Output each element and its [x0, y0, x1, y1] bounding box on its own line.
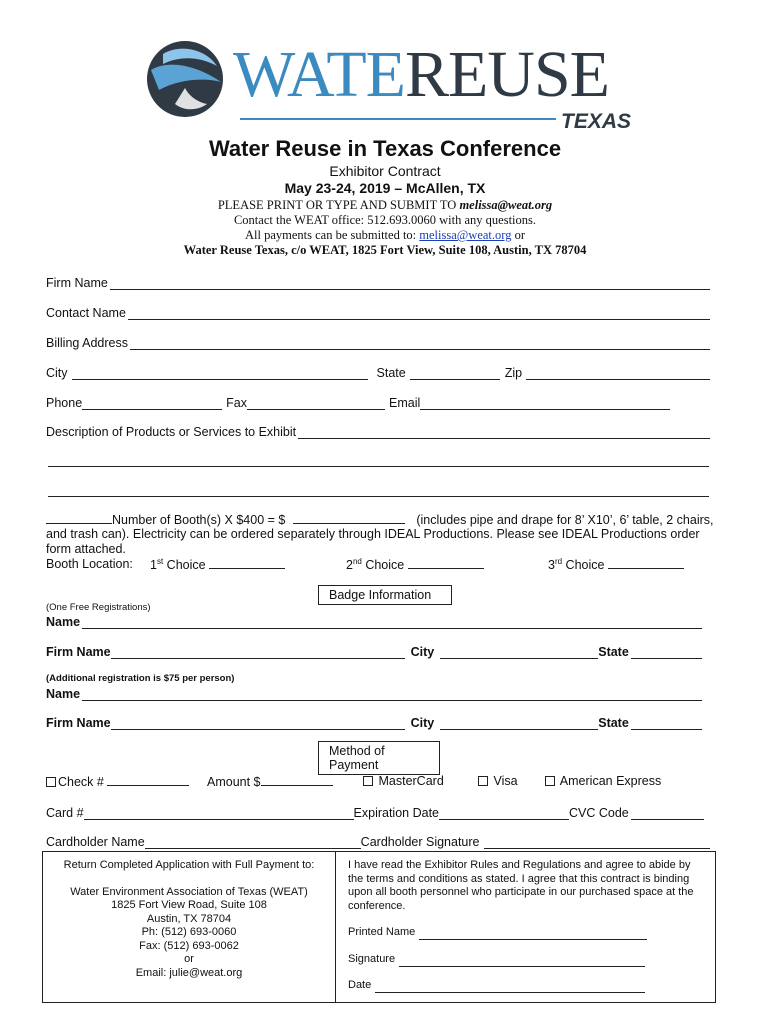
submit-instructions [0, 198, 770, 213]
firm-name-input[interactable] [110, 278, 710, 290]
city-input[interactable] [72, 368, 368, 380]
amount-field[interactable] [207, 774, 333, 789]
return-fax: Fax: (512) 693-0062 [139, 939, 239, 952]
card-number-input[interactable] [84, 808, 354, 820]
second-choice-num: 2 [346, 558, 353, 573]
agreement-panel [336, 852, 715, 1002]
second-choice-label: Choice [361, 558, 405, 573]
logo-texas: TEXAS [561, 110, 632, 133]
check-checkbox[interactable] [46, 777, 56, 787]
badge2-name-field[interactable] [46, 685, 702, 701]
logo-word-water: WATE [233, 38, 405, 111]
second-choice-input[interactable] [408, 557, 484, 569]
amount-label: Amount $ [207, 775, 261, 789]
firm-name-field[interactable] [46, 274, 710, 290]
booth-location-row [46, 557, 706, 573]
badge2-firm-input[interactable] [111, 718, 405, 730]
third-choice-sup: rd [554, 557, 563, 566]
contact-name-input[interactable] [128, 308, 710, 320]
fax-label: Fax [226, 396, 247, 410]
footer-box [42, 851, 716, 1003]
payments-or: or [511, 228, 525, 242]
first-choice-num: 1 [150, 558, 157, 573]
visa-label: Visa [493, 774, 518, 788]
billing-address-input[interactable] [130, 338, 710, 350]
badge2-firm-row [46, 714, 702, 730]
logo-underline [240, 118, 556, 120]
signature-input[interactable] [399, 955, 645, 967]
signature-label: Signature [348, 953, 396, 965]
contact-info: Contact the WEAT office: 512.693.0060 with any questions. [233, 213, 537, 227]
amex-checkbox[interactable] [545, 776, 555, 786]
booth-total-input[interactable] [293, 512, 405, 524]
water-drop-logo-icon [145, 38, 225, 120]
card-number-label: Card # [46, 806, 84, 820]
badge1-name-field[interactable] [46, 613, 702, 629]
badge2-name-label: Name [46, 687, 81, 701]
badge2-state-label: State [598, 716, 629, 730]
badge1-city-input[interactable] [440, 647, 598, 659]
badge1-state-label: State [598, 645, 629, 659]
contact-name-field[interactable] [46, 304, 710, 320]
amex-option[interactable] [545, 774, 661, 788]
cardholder-name-input[interactable] [145, 837, 361, 849]
badge-info-heading: Badge Information [318, 585, 452, 605]
logo-word-reuse: REUSE [404, 38, 609, 111]
return-or: or [184, 953, 194, 965]
badge1-state-input[interactable] [631, 647, 702, 659]
card-row [46, 804, 704, 820]
payments-text: All payments can be submitted to: [245, 228, 420, 242]
badge1-name-label: Name [46, 615, 81, 629]
date-field[interactable] [348, 979, 645, 993]
check-number-input[interactable] [107, 774, 189, 786]
badge1-firm-input[interactable] [111, 647, 405, 659]
booth-count-input[interactable] [46, 512, 112, 524]
city-state-zip-row [46, 364, 710, 380]
phone-input[interactable] [82, 398, 222, 410]
booth-electricity-text: and trash can). Electricity can be ordered separately through IDEAL Productions. Please see IDEAL Productions order [46, 527, 700, 541]
description-line-3[interactable] [48, 496, 709, 497]
amount-input[interactable] [261, 774, 333, 786]
cvc-label: CVC Code [569, 806, 629, 820]
event-dates: May 23-24, 2019 – McAllen, TX [284, 180, 486, 196]
state-label: State [376, 366, 406, 380]
fax-input[interactable] [247, 398, 385, 410]
booth-form-attached-text: form attached. [46, 542, 126, 556]
submit-email: melissa@weat.org [459, 198, 553, 212]
third-choice [548, 557, 684, 572]
return-org: Water Environment Association of Texas (WEAT) [70, 885, 308, 898]
zip-input[interactable] [526, 368, 710, 380]
page-title: Water Reuse in Texas Conference [208, 136, 562, 161]
second-choice [346, 557, 484, 572]
cardholder-row [46, 833, 710, 849]
payment-instructions [0, 228, 770, 243]
logo [145, 34, 630, 138]
date-input[interactable] [375, 981, 645, 993]
free-registration-note: (One Free Registrations) [46, 602, 151, 613]
expiration-label: Expiration Date [353, 806, 439, 820]
email-input[interactable] [420, 398, 670, 410]
payments-email-link[interactable]: melissa@weat.org [419, 228, 512, 242]
billing-address-field[interactable] [46, 334, 710, 350]
phone-label: Phone [46, 396, 83, 410]
first-choice-input[interactable] [209, 557, 285, 569]
booth-count-row [46, 512, 714, 527]
payment-method-heading: Method of Payment [318, 741, 440, 775]
return-phone: Ph: (512) 693-0060 [141, 926, 237, 938]
badge2-firm-label: Firm Name [46, 716, 111, 730]
zip-label: Zip [504, 366, 523, 380]
badge1-firm-label: Firm Name [46, 645, 111, 659]
description-label: Description of Products or Services to Exhibit [46, 425, 297, 439]
agreement-text: I have read the Exhibitor Rules and Regulations and agree to abide by the terms and conditions as stated. I agree that this contract is binding upon all booth personnel who participate in our purchased space at the conference. [348, 859, 694, 912]
mailing-address: Water Reuse Texas, c/o WEAT, 1825 Fort View, Suite 108, Austin, TX 78704 [183, 243, 587, 257]
mastercard-checkbox[interactable] [363, 776, 373, 786]
email-label: Email [389, 396, 421, 410]
cardholder-signature-label: Cardholder Signature [360, 835, 480, 849]
state-input[interactable] [410, 368, 500, 380]
booth-count-text: Number of Booth(s) X $400 = $ [112, 513, 286, 527]
return-city: Austin, TX 78704 [146, 912, 232, 925]
check-option[interactable] [46, 774, 189, 789]
badge1-firm-row [46, 643, 702, 659]
mastercard-option[interactable] [363, 774, 444, 788]
visa-checkbox[interactable] [478, 776, 488, 786]
amex-label: American Express [559, 774, 662, 788]
signature-field[interactable] [348, 953, 645, 967]
cardholder-name-label: Cardholder Name [46, 835, 145, 849]
firm-name-label: Firm Name [46, 276, 108, 290]
badge1-city-label: City [410, 645, 435, 659]
return-instructions: Return Completed Application with Full Payment to: [63, 859, 315, 871]
mastercard-label: MasterCard [378, 774, 444, 788]
cvc-input[interactable] [631, 808, 704, 820]
return-email: Email: julie@weat.org [135, 966, 243, 979]
printed-name-field[interactable] [348, 926, 647, 940]
description-line-2[interactable] [48, 466, 709, 467]
additional-registration-note: (Additional registration is $75 per person) [46, 673, 235, 684]
badge2-name-input[interactable] [82, 689, 702, 701]
badge1-name-input[interactable] [82, 617, 702, 629]
date-label: Date [348, 979, 372, 991]
booth-location-label: Booth Location: [46, 557, 133, 571]
third-choice-input[interactable] [608, 557, 684, 569]
visa-option[interactable] [478, 774, 518, 788]
billing-address-label: Billing Address [46, 336, 128, 350]
submit-text: PLEASE PRINT OR TYPE AND SUBMIT TO [217, 198, 460, 212]
expiration-input[interactable] [439, 808, 569, 820]
first-choice-sup: st [156, 557, 164, 566]
payment-options-row [46, 774, 716, 790]
first-choice-label: Choice [163, 558, 206, 573]
contact-name-label: Contact Name [46, 306, 126, 320]
third-choice-label: Choice [562, 558, 605, 573]
printed-name-label: Printed Name [348, 926, 416, 938]
second-choice-sup: nd [352, 557, 362, 566]
city-label: City [46, 366, 68, 380]
printed-name-input[interactable] [419, 928, 647, 940]
check-label: Check # [58, 775, 104, 789]
cardholder-signature-input[interactable] [484, 837, 711, 849]
description-input[interactable] [298, 427, 710, 439]
page-subtitle: Exhibitor Contract [329, 163, 441, 179]
phone-fax-email-row [46, 394, 710, 410]
badge2-city-input[interactable] [440, 718, 598, 730]
booth-includes-text: (includes pipe and drape for 8’ X10’, 6’ table, 2 chairs, [416, 513, 714, 527]
third-choice-num: 3 [548, 558, 555, 573]
badge2-city-label: City [410, 716, 435, 730]
badge2-state-input[interactable] [631, 718, 702, 730]
return-address-panel [43, 852, 336, 1002]
description-field[interactable] [46, 423, 710, 439]
first-choice [150, 557, 285, 572]
return-street: 1825 Fort View Road, Suite 108 [111, 899, 267, 911]
